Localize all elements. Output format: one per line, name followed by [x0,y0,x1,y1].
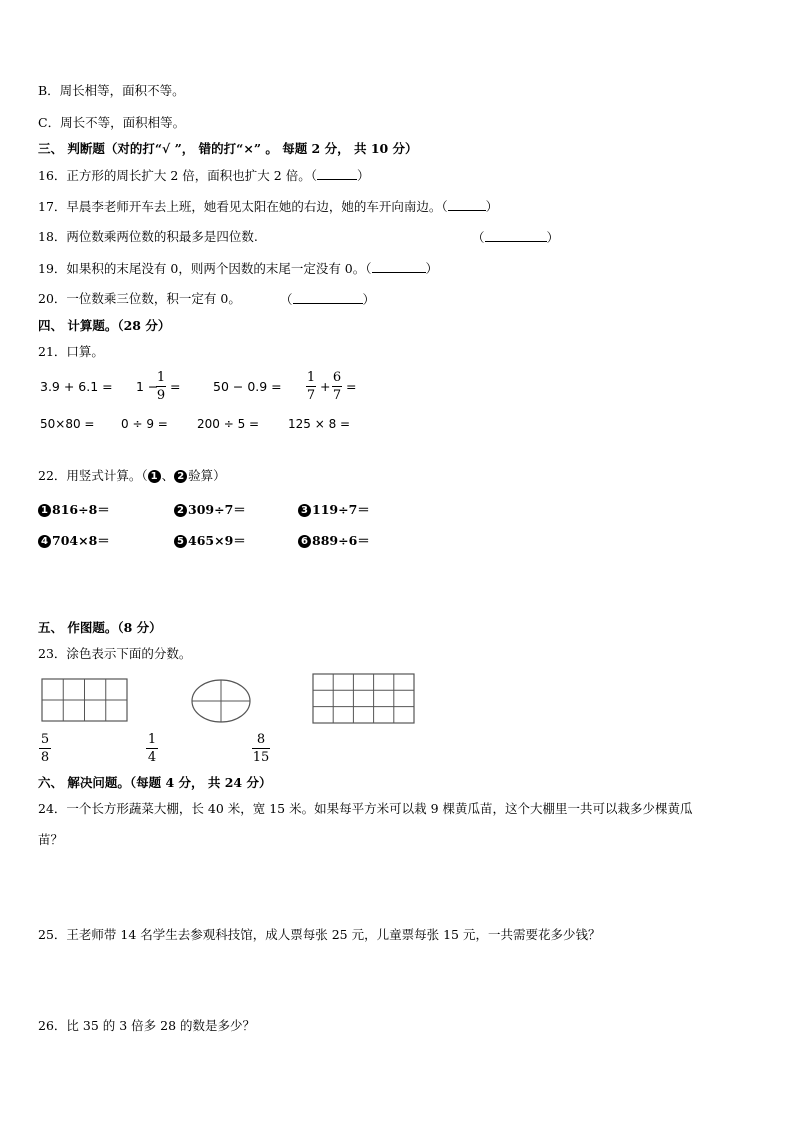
oral-calc-2-equals: = [170,379,181,394]
vertical-calc-5 [174,531,246,549]
fraction-1-denominator: 8 [40,750,50,765]
answer-blank-17[interactable] [448,198,486,211]
question-16-close: ） [356,168,370,183]
question-24-line-2: 苗？ [38,832,64,847]
fraction-2-numerator: 1 [147,732,157,747]
section-6-title: 六、 解决问题。（每题 4 分， 共 24 分） [38,775,272,790]
answer-blank-20[interactable] [293,291,363,304]
fraction-3-denominator: 15 [252,750,270,765]
question-26: 26．比 35 的 3 倍多 28 的数是多少？ [38,1018,256,1033]
option-b: B．周长相等，面积不等。 [38,83,185,98]
vertical-calc-1 [38,500,110,518]
question-20-text: 20．一位数乘三位数，积一定有 0。 [38,291,241,306]
vertical-calc-2-expr: 309÷7＝ [188,502,246,517]
question-25: 25．王老师带 14 名学生去参观科技馆，成人票每张 25 元，儿童票每张 15 元，一共需要花多少钱？ [38,927,601,942]
oral-calc-4-fraction-b [332,369,342,404]
question-22-title-end: 验算） [188,468,226,483]
oral-calc-4-denominator-b: 7 [332,388,342,403]
vertical-calc-3 [298,500,370,518]
question-16 [38,167,369,184]
vertical-calc-2 [174,500,246,518]
question-20-paren [280,291,375,308]
vertical-calc-4-expr: 704×8＝ [52,533,110,548]
oral-calc-2-left: 1 − [136,379,159,394]
fraction-3-numerator: 8 [256,732,266,747]
question-23-title: 23．涂色表示下面的分数。 [38,646,192,661]
section-4-title: 四、 计算题。（28 分） [38,318,171,333]
oral-calc-4-equals: = [346,379,357,394]
fraction-2-denominator: 4 [147,750,157,765]
circled-number-2: 2 [174,470,187,483]
oral-calc-2-fraction [156,369,166,404]
question-21-title: 21．口算。 [38,344,104,359]
fraction-eight-fifteenths [252,731,270,766]
option-c: C．周长不等，面积相等。 [38,115,186,130]
question-22-title-text: 22．用竖式计算。（ [38,468,148,483]
vertical-calc-1-number: 1 [38,504,51,517]
circled-number-1: 1 [148,470,161,483]
grid-3x5-figure [312,673,416,725]
section-5-title: 五、 作图题。（8 分） [38,620,162,635]
grid-2x4-figure [41,678,129,723]
vertical-calc-5-number: 5 [174,535,187,548]
oral-calc-4-plus: + [320,379,331,394]
ellipse-quarters-figure [190,678,252,724]
question-20 [38,291,398,307]
vertical-calc-2-number: 2 [174,504,187,517]
answer-blank-16[interactable] [317,167,357,180]
question-20-open: （ [280,292,293,307]
vertical-calc-4 [38,531,110,549]
answer-blank-18[interactable] [485,229,547,242]
oral-calc-5: 50×80 = [40,417,95,431]
oral-calc-4-numerator-b: 6 [332,370,342,385]
question-18-paren [472,229,559,246]
oral-calc-4-denominator-a: 7 [306,388,316,403]
vertical-calc-3-expr: 119÷7＝ [312,502,370,517]
grid-3x5-border [313,674,414,723]
fraction-five-eighths [39,731,51,766]
question-18-text: 18．两位数乘两位数的积最多是四位数. [38,229,258,244]
vertical-calc-6-number: 6 [298,535,311,548]
question-18-close: ） [546,230,560,245]
question-22-title [38,468,226,484]
oral-calc-3: 50 − 0.9 = [213,379,282,394]
vertical-calc-3-number: 3 [298,504,311,517]
question-17-close: ） [485,199,499,214]
oral-calc-2-denominator: 9 [156,388,166,403]
vertical-calc-4-number: 4 [38,535,51,548]
question-19 [38,260,438,277]
oral-calc-1: 3.9 + 6.1 = [40,379,113,394]
question-19-text: 19．如果积的末尾没有 0，则两个因数的末尾一定没有 0。（ [38,261,372,276]
question-17-text: 17．早晨李老师开车去上班，她看见太阳在她的右边，她的车开向南边。（ [38,199,448,214]
question-19-close: ） [425,261,439,276]
question-22-title-sep: 、 [161,468,175,483]
question-17 [38,198,498,215]
oral-calc-6: 0 ÷ 9 = [121,417,168,431]
vertical-calc-6-expr: 889÷6＝ [312,533,370,548]
vertical-calc-6 [298,531,370,549]
question-18-open: （ [472,230,485,245]
oral-calc-2-numerator: 1 [156,370,166,385]
fraction-one-quarter [146,731,158,766]
question-24-line-1: 24．一个长方形蔬菜大棚，长 40 米，宽 15 米。如果每平方米可以栽 9 棵黄瓜苗，这个大棚里一共可以栽多少棵黄瓜 [38,801,693,816]
oral-calc-7: 200 ÷ 5 = [197,417,260,431]
vertical-calc-1-expr: 816÷8＝ [52,502,110,517]
question-20-close: ） [362,292,376,307]
oral-calc-4-numerator-a: 1 [306,370,316,385]
fraction-1-numerator: 5 [40,732,50,747]
vertical-calc-5-expr: 465×9＝ [188,533,246,548]
oral-calc-4-fraction-a [306,369,316,404]
question-18 [38,229,558,245]
section-3-title: 三、 判断题（对的打“√ ”， 错的打“×” 。 每题 2 分， 共 10 分） [38,141,418,156]
answer-blank-19[interactable] [372,260,426,273]
oral-calc-8: 125 × 8 = [288,417,351,431]
question-16-text: 16．正方形的周长扩大 2 倍，面积也扩大 2 倍。（ [38,168,317,183]
